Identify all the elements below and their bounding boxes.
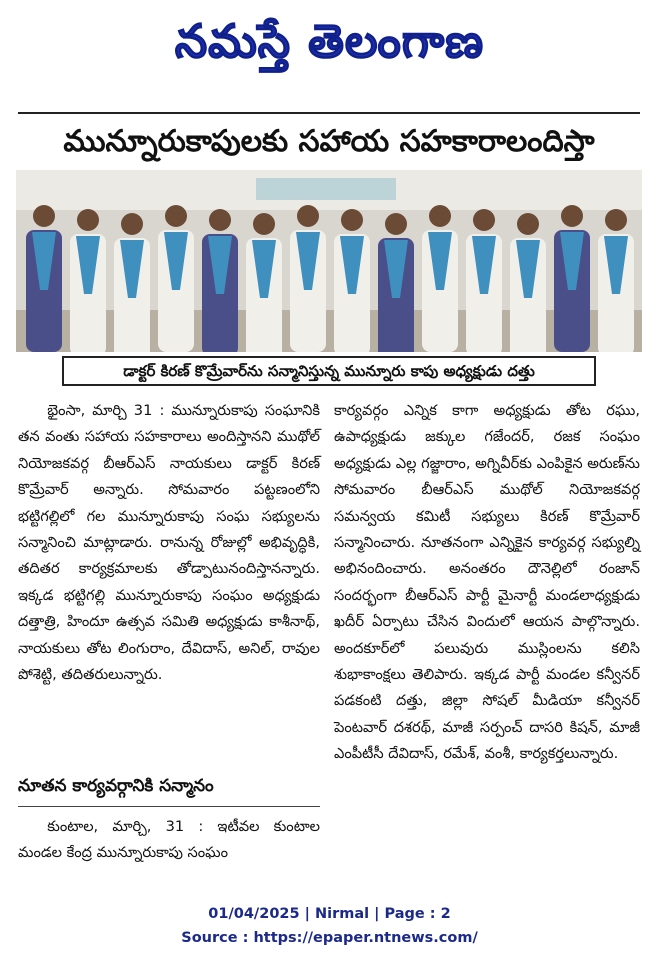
news-photo — [16, 170, 642, 352]
person-head — [605, 209, 627, 231]
masthead — [0, 6, 659, 76]
person-head — [77, 209, 99, 231]
source-link[interactable]: Source : https://epaper.ntnews.com/ — [181, 930, 478, 946]
story-2-paragraph-continued: కార్యవర్గం ఎన్నిక కాగా అధ్యక్షుడు తోట రఘు, ఉపాధ్యక్షుడు జక్కుల గజేందర్, రజక సంఘం అధ్యక్షుడు ఎల్ల గజ్జారాం, అగ్నివీర్‌కు ఎంపికైన అరుణ్‌ను సోమవారం బీఆర్ఎస్ ముథోల్ నియోజకవర్గ సమన్వయ కమిటీ సభ్యులు కిరణ్ కొమ్రేవార్ సన్మానించారు. నూతనంగా ఎన్నికైన కార్యవర్గ సభ్యుల్ని అభినందించారు. అనంతరం దౌనెల్లిలో రంజాన్ సందర్భంగా బీఆర్ఎస్ పార్టీ మైనార్టీ మండలాధ్యక్షుడు ఖదీర్ ఏర్పాటు చేసిన విందులో ఆయన పాల్గొన్నారు. అందకూర్‌లో పలువురు ముస్లింలను కలిసి శుభాకాంక్షలు తెలిపారు. ఇక్కడ పార్టీ మండల కన్వీనర్ పడకంటి దత్తు, జిల్లా సోషల్ మీడియా కన్వీనర్ పెంటవార్ దశరథ్, మాజీ సర్పంచ్ దాసరి కిషన్, మాజీ ఎంపీటీసీ దేవిదాస్, రమేశ్, వంశీ, కార్యకర్తలున్నారు. — [334, 402, 640, 763]
story-1-paragraph: భైంసా, మార్చి 31 : మున్నూరుకాపు సంఘానికి తన వంతు సహాయ సహకారాలు అందిస్తానని ముథోల్ నియోజకవర్గ బీఆర్ఎస్ నాయకులు డాక్టర్ కిరణ్ కొమ్రేవార్ అన్నారు. సోమవారం పట్టణంలోని భట్టిగల్లిలో గల మున్నూరుకాపు సంఘ సభ్యులను సన్మానించి మాట్లాడారు. రానున్న రోజుల్లో అభివృద్ధికి, తదితర కార్యక్రమాలకు తోడ్పాటునందిస్తానన్నారు. ఇక్కడ భట్టిగల్లి మున్నూరుకాపు సంఘం అధ్యక్షుడు దత్తాత్రి, హిందూ ఉత్సవ సమితి అధ్యక్షుడు కాశీనాథ్, నాయకులు తోట లింగురాం, దేవిదాస్, అనిల్, రావుల పోశెట్టి, తదితరులున్నారు. — [18, 402, 320, 684]
photo-caption: డాక్టర్ కిరణ్ కొమ్రేవార్‌ను సన్మానిస్తున్న మున్నూరు కాపు అధ్యక్షుడు దత్తు — [62, 356, 596, 386]
person-head — [209, 209, 231, 231]
story-2-column-start — [18, 814, 320, 867]
story-1-column — [18, 398, 320, 688]
person-head — [561, 205, 583, 227]
person-head — [473, 209, 495, 231]
group-photo-image — [16, 170, 642, 352]
person-head — [385, 213, 407, 235]
story-2-heading: నూతన కార్యవర్గానికి సన్మానం — [18, 776, 214, 796]
person-head — [33, 205, 55, 227]
article-headline: మున్నూరుకాపులకు సహాయ సహకారాలందిస్తా — [63, 124, 595, 159]
person-head — [121, 213, 143, 235]
person-head — [253, 213, 275, 235]
story-2-heading-rule — [18, 806, 320, 807]
story-2-paragraph-start: కుంటాల, మార్చి, 31 : ఇటీవల కుంటాల మండల కేంద్ర మున్నూరుకాపు సంఘం — [18, 818, 320, 862]
headline-top-rule — [18, 112, 640, 114]
person-head — [341, 209, 363, 231]
person-head — [297, 205, 319, 227]
newspaper-title: నమస్తే తెలంగాణ — [174, 14, 485, 68]
person-head — [165, 205, 187, 227]
person-head — [429, 205, 451, 227]
edition-info: 01/04/2025 | Nirmal | Page : 2 — [208, 906, 451, 922]
story-2-column-continued — [334, 398, 640, 768]
person-head — [517, 213, 539, 235]
